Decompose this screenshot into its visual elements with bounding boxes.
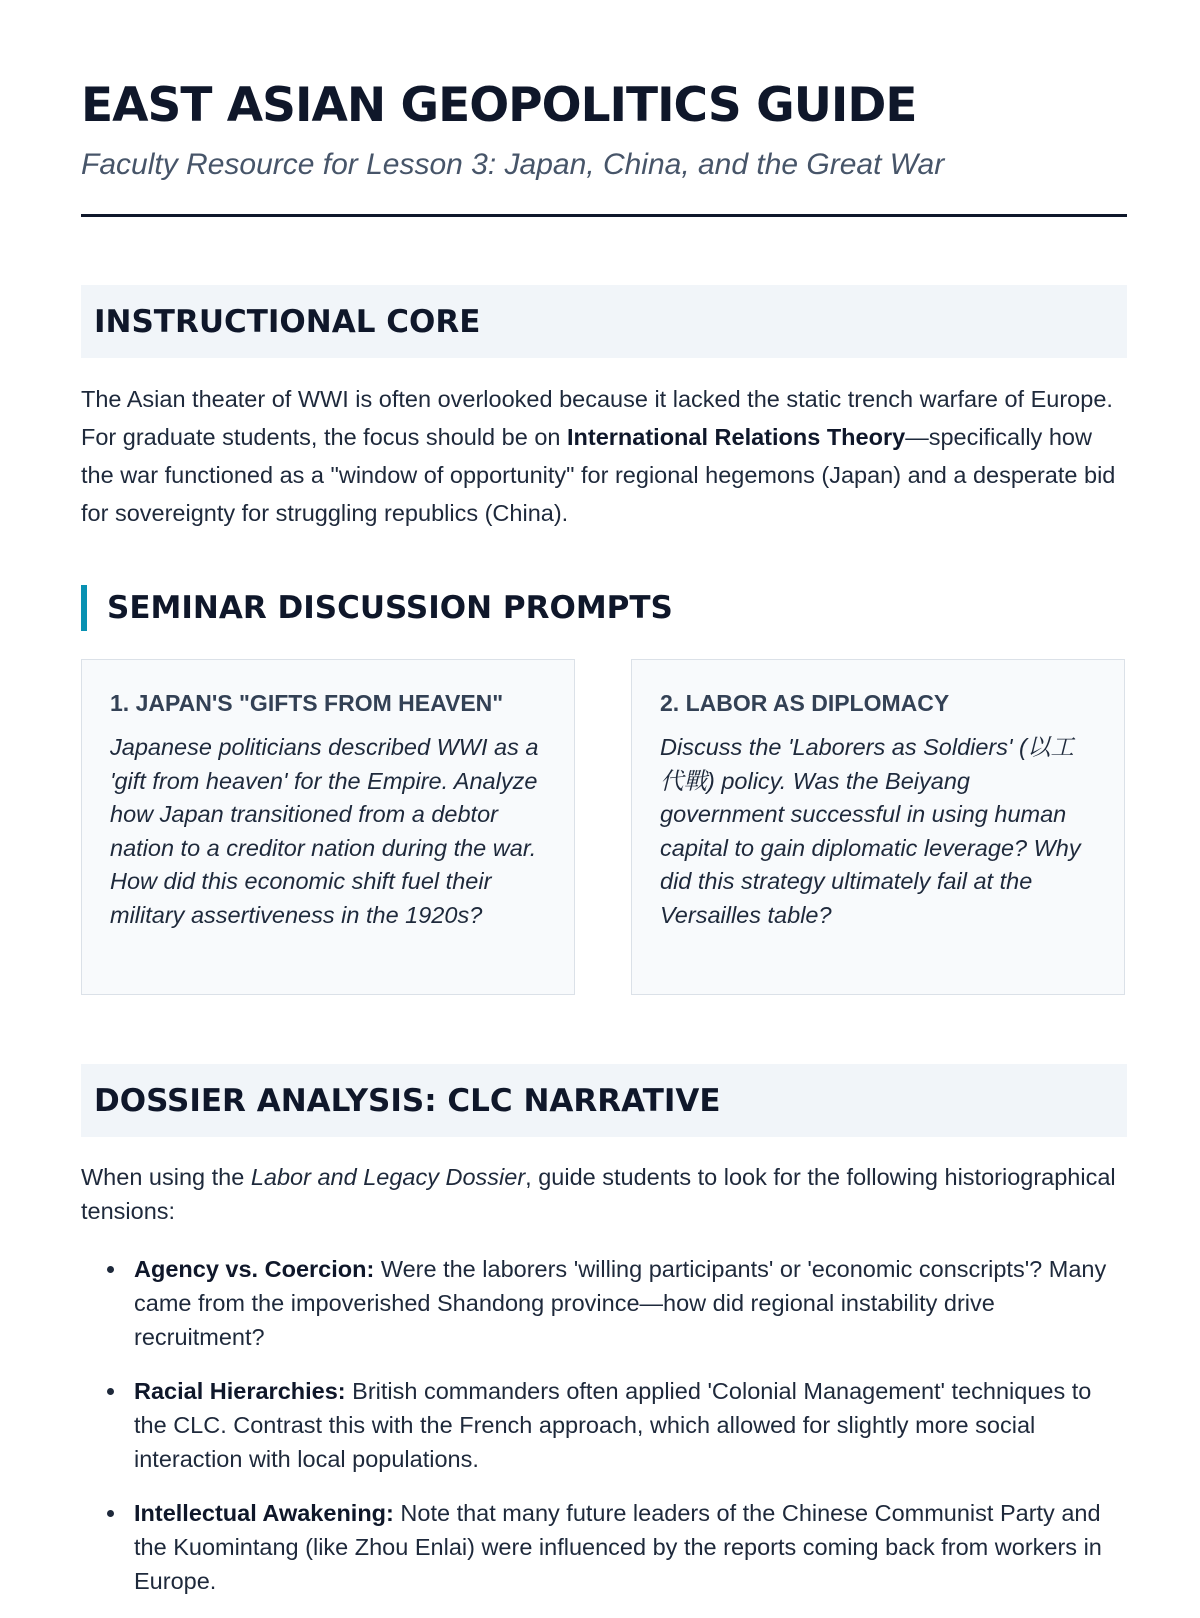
- header-divider: [81, 214, 1127, 217]
- tension-text: Were the laborers 'willing participants' or 'economic conscripts'? Many came from the impoverished Shandong province—how did regional instability drive recruitment?: [134, 1256, 1107, 1350]
- core-text-before: The Asian theater of WWI is often overlooked because it lacked the static trench warfare of Europe. For graduate students, the focus should be on: [81, 386, 1113, 450]
- document-subtitle: Faculty Resource for Lesson 3: Japan, China, and the Great War: [81, 148, 945, 181]
- tension-label: Racial Hierarchies:: [134, 1378, 346, 1404]
- dossier-intro-after: , guide students to look for the following historiographical tensions:: [81, 1164, 1116, 1224]
- dossier-heading: DOSSIER ANALYSIS: CLC NARRATIVE: [94, 1082, 721, 1119]
- list-item: [81, 1252, 1127, 1354]
- prompt-body: Discuss the 'Laborers as Soldiers' (以工代戰) policy. Was the Beiyang government successful in using human capital to gain diplomatic leverage? Why did this strategy ultimately fail at the Versailles table?: [660, 734, 1081, 928]
- tension-label: Intellectual Awakening:: [134, 1500, 394, 1526]
- instructional-core-paragraph: [81, 380, 1127, 532]
- core-emphasis: International Relations Theory: [566, 424, 906, 450]
- dossier-intro-before: When using the: [81, 1164, 251, 1190]
- bullet-icon: [107, 1510, 114, 1517]
- core-text-after: —specifically how the war functioned as a "window of opportunity" for regional hegemons (Japan) and a desperate bid for sovereignty for struggling republics (China).: [81, 424, 1116, 526]
- prompt-title: 2. LABOR AS DIPLOMACY: [660, 690, 950, 716]
- list-item: [81, 1496, 1127, 1598]
- list-item: [81, 1374, 1127, 1476]
- dossier-title-reference: Labor and Legacy Dossier: [250, 1164, 526, 1190]
- tension-label: Agency vs. Coercion:: [134, 1256, 375, 1282]
- prompt-title: 1. JAPAN'S "GIFTS FROM HEAVEN": [110, 690, 504, 716]
- discussion-prompt-card: [631, 659, 1125, 995]
- prompt-body: Japanese politicians described WWI as a 'gift from heaven' for the Empire. Analyze how Japan transitioned from a debtor nation to a creditor nation during the war. How did this economic shift fuel their military assertiveness in the 1920s?: [110, 734, 539, 928]
- discussion-prompt-card: [81, 659, 575, 995]
- seminar-section-header: [81, 585, 673, 631]
- instructional-core-section-header: [81, 285, 1127, 358]
- bullet-icon: [107, 1388, 114, 1395]
- tension-text: British commanders often applied 'Colonial Management' techniques to the CLC. Contrast this with the French approach, which allowed for slightly more social interaction with local populations.: [134, 1378, 1092, 1472]
- dossier-section-header: [81, 1064, 1127, 1137]
- tension-text: Note that many future leaders of the Chinese Communist Party and the Kuomintang (like Zhou Enlai) were influenced by the reports coming back from workers in Europe.: [134, 1500, 1102, 1594]
- instructional-core-heading: INSTRUCTIONAL CORE: [94, 303, 481, 340]
- document-title: EAST ASIAN GEOPOLITICS GUIDE: [81, 78, 917, 133]
- bullet-icon: [107, 1266, 114, 1273]
- seminar-heading: SEMINAR DISCUSSION PROMPTS: [107, 590, 673, 626]
- dossier-intro-paragraph: [81, 1160, 1127, 1228]
- tensions-list: [81, 1252, 1127, 1618]
